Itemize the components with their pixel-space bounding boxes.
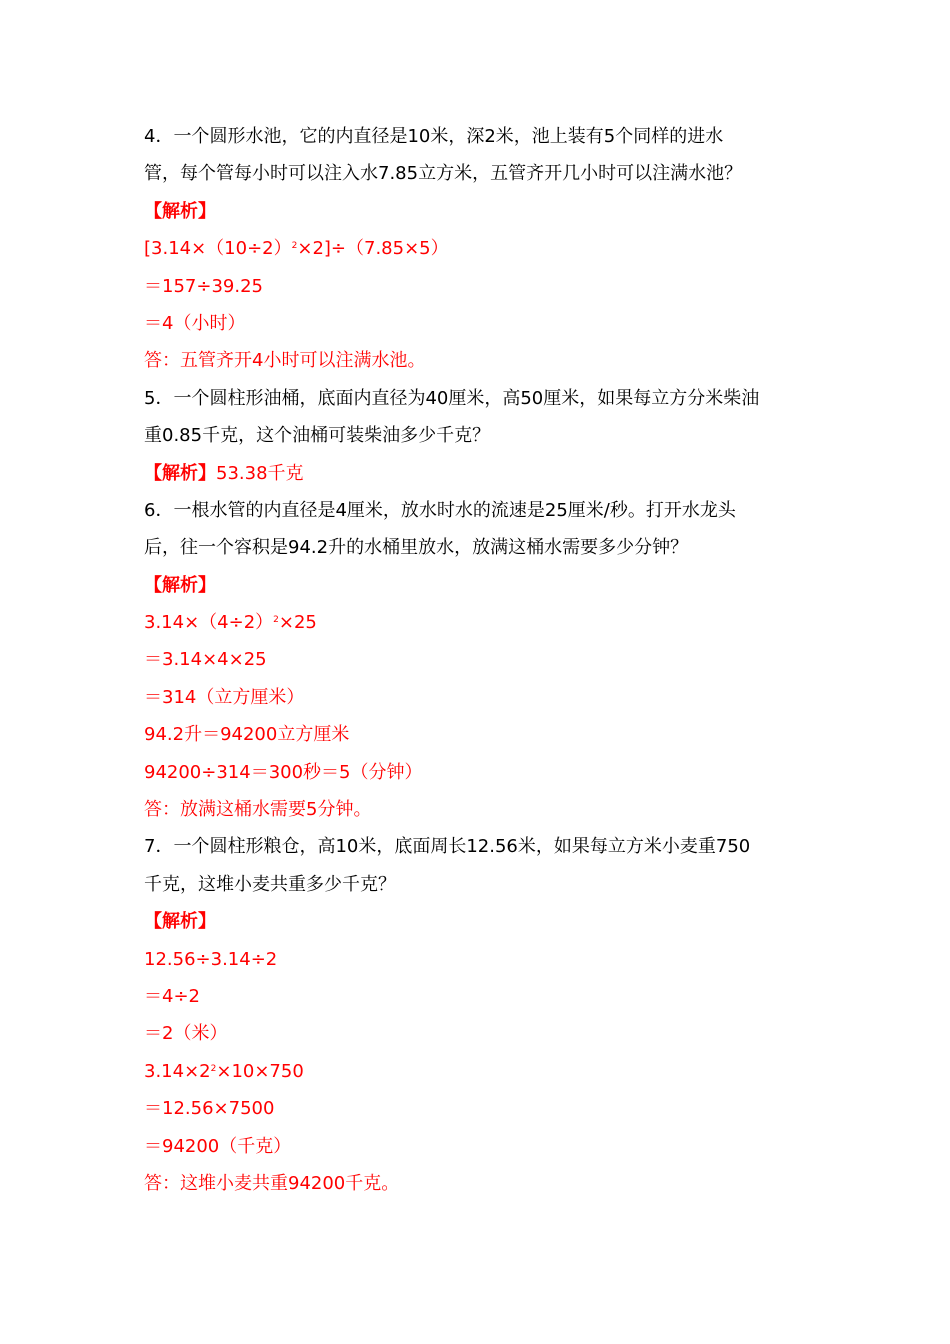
problem-4-analysis-label: 【解析】 [144,200,216,222]
problem-7-solution-line-1: 12.56÷3.14÷2 [144,948,278,970]
problem-4-answer: 答：五管齐开4小时可以注满水池。 [144,350,426,372]
problem-6-analysis-label: 【解析】 [144,574,216,596]
problem-5-question-line-2: 重0.85千克，这个油桶可装柴油多少千克？ [144,425,491,447]
problem-7-solution-line-2: ＝4÷2 [144,985,200,1007]
problem-5-analysis-line [144,455,824,492]
exponent: 2 [210,1063,217,1074]
expr-part: 3.14×2 [144,1060,211,1082]
document-content [144,118,824,1202]
expr-part: ×10×750 [216,1060,304,1082]
expr-part: ×25 [278,612,317,634]
problem-7-question-line-1: 7．一个圆柱形粮仓，高10米，底面周长12.56米，如果每立方米小麦重750 [144,836,751,858]
problem-7-solution-line-3: ＝2（米） [144,1023,228,1045]
problem-7-analysis-label: 【解析】 [144,911,216,933]
problem-4-question-line-2: 管，每个管每小时可以注入水7.85立方米，五管齐开几小时可以注满水池？ [144,163,743,185]
problem-7-question-line-2: 千克，这堆小麦共重多少千克？ [144,873,396,895]
problem-6-question-line-2: 后，往一个容积是94.2升的水桶里放水，放满这桶水需要多少分钟？ [144,537,689,559]
problem-5-analysis-label: 【解析】 [144,462,216,484]
problem-5-question-line-1: 5．一个圆柱形油桶，底面内直径为40厘米，高50厘米，如果每立方分米柴油 [144,387,760,409]
problem-6-solution-line-1 [144,604,824,641]
exponent: 2 [273,615,279,626]
problem-7-solution-line-6: ＝94200（千克） [144,1135,292,1157]
problem-7-answer: 答：这堆小麦共重94200千克。 [144,1172,400,1194]
problem-5-answer: 53.38千克 [216,462,304,484]
problem-6-solution-line-2: ＝3.14×4×25 [144,649,267,671]
exponent: 2 [291,241,298,252]
problem-7-solution-line-4 [144,1053,824,1090]
problem-4-solution-line-1 [144,230,824,267]
problem-4-solution-line-3: ＝4（小时） [144,312,246,334]
problem-7-solution-line-5: ＝12.56×7500 [144,1098,275,1120]
problem-6-solution-line-3: ＝314（立方厘米） [144,686,305,708]
problem-6-question-line-1: 6．一根水管的内直径是4厘米，放水时水的流速是25厘米/秒。打开水龙头 [144,499,736,521]
expr-part: 3.14×（4÷2） [144,612,274,634]
problem-4-question-line-1: 4．一个圆形水池，它的内直径是10米，深2米，池上装有5个同样的进水 [144,126,724,147]
expr-part: [3.14×（10÷2） [144,238,292,260]
problem-6-answer: 答：放满这桶水需要5分钟。 [144,799,372,821]
problem-6-solution-line-5: 94200÷314＝300秒＝5（分钟） [144,761,423,783]
problem-6-solution-line-4: 94.2升＝94200立方厘米 [144,724,350,746]
problem-4-solution-line-2: ＝157÷39.25 [144,275,263,297]
expr-part: ×2]÷（7.85×5） [297,238,449,260]
